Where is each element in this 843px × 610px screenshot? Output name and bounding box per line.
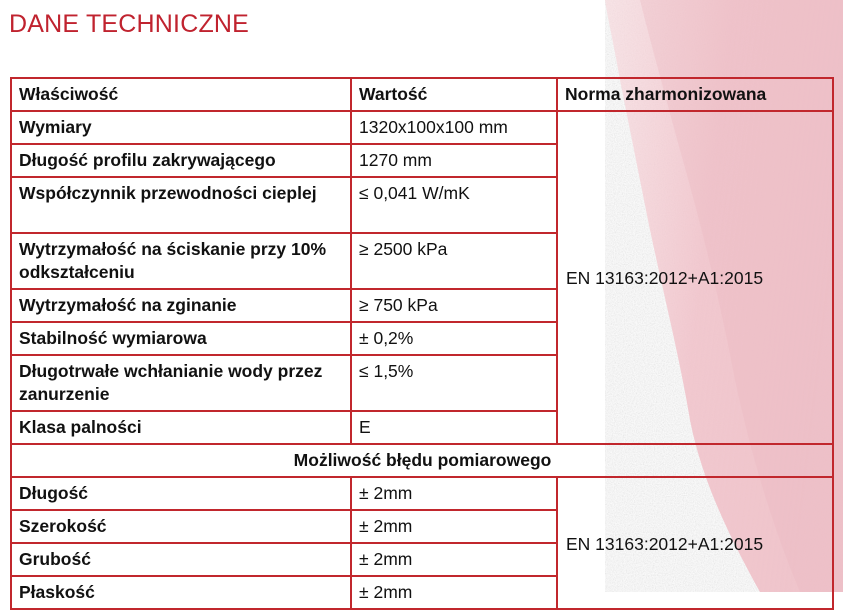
row-property: Wytrzymałość na ściskanie przy 10% odkształceniu [11, 233, 351, 289]
header-property: Właściwość [11, 78, 351, 111]
row-value: ± 0,2% [351, 322, 557, 355]
row-property: Współczynnik przewodności cieplej [11, 177, 351, 233]
tolerance-property: Grubość [11, 543, 351, 576]
tolerance-value: ± 2mm [351, 477, 557, 510]
tolerance-value: ± 2mm [351, 543, 557, 576]
row-property: Stabilność wymiarowa [11, 322, 351, 355]
header-norm: Norma zharmonizowana [557, 78, 833, 111]
table-header-row [11, 78, 833, 111]
header-value: Wartość [351, 78, 557, 111]
tolerance-value: ± 2mm [351, 510, 557, 543]
section-header-row [11, 444, 833, 477]
row-value: ≥ 750 kPa [351, 289, 557, 322]
row-value: ≤ 1,5% [351, 355, 557, 411]
page-title: DANE TECHNICZNE [9, 10, 250, 38]
section-title: Możliwość błędu pomiarowego [11, 444, 833, 477]
row-property: Długość profilu zakrywającego [11, 144, 351, 177]
tolerance-value: ± 2mm [351, 576, 557, 609]
row-value: ≤ 0,041 W/mK [351, 177, 557, 233]
row-value: E [351, 411, 557, 444]
row-property: Wytrzymałość na zginanie [11, 289, 351, 322]
technical-data-table [10, 77, 834, 610]
norm-cell-properties: EN 13163:2012+A1:2015 [557, 111, 833, 444]
tolerance-property: Długość [11, 477, 351, 510]
tolerance-property: Płaskość [11, 576, 351, 609]
row-property: Długotrwałe wchłanianie wody przez zanurzenie [11, 355, 351, 411]
row-value: 1270 mm [351, 144, 557, 177]
row-property: Wymiary [11, 111, 351, 144]
table-row [11, 477, 833, 510]
tolerance-property: Szerokość [11, 510, 351, 543]
norm-cell-tolerances: EN 13163:2012+A1:2015 [557, 477, 833, 609]
row-value: 1320x100x100 mm [351, 111, 557, 144]
row-property: Klasa palności [11, 411, 351, 444]
table-row [11, 111, 833, 144]
row-value: ≥ 2500 kPa [351, 233, 557, 289]
